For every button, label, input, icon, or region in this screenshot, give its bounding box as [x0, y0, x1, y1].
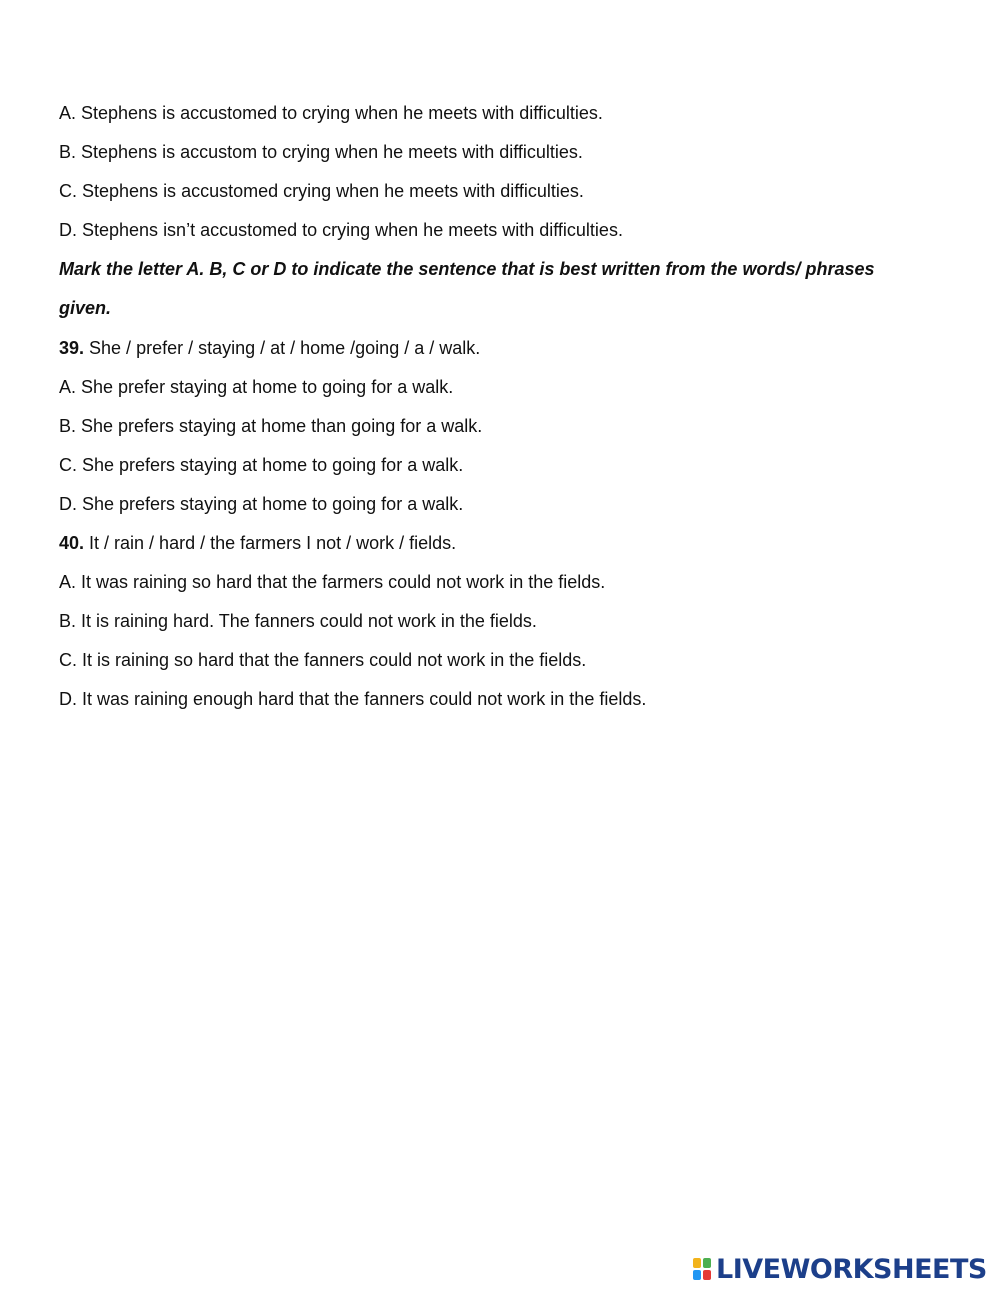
question-39-option-a: A. She prefer staying at home to going for a walk.	[59, 376, 454, 397]
option-c-prev: C. Stephens is accustomed crying when he meets with difficulties.	[59, 181, 584, 202]
liveworksheets-logo	[692, 1255, 987, 1283]
question-39-option-d: D. She prefers staying at home to going for a walk.	[59, 493, 464, 514]
question-39-prompt: She / prefer / staying / at / home /going / a / walk.	[84, 337, 481, 358]
logo-mark-icon	[692, 1257, 712, 1281]
question-40-number: 40.	[59, 533, 85, 554]
question-40-option-d: D. It was raining enough hard that the fanners could not work in the fields.	[59, 689, 647, 710]
question-40-option-c: C. It is raining so hard that the fanners could not work in the fields.	[59, 650, 587, 671]
option-a-prev: A. Stephens is accustomed to crying when he meets with difficulties.	[59, 103, 603, 123]
option-d-prev: D. Stephens isn’t accustomed to crying when he meets with difficulties.	[59, 220, 623, 241]
question-39-number: 39.	[59, 337, 85, 358]
question-39-option-c: C. She prefers staying at home to going for a walk.	[59, 454, 464, 475]
question-39	[59, 329, 939, 368]
worksheet-page	[59, 94, 939, 720]
question-40-prompt: It / rain / hard / the farmers I not / work / fields.	[84, 533, 457, 554]
logo-text: LIVEWORKSHEETS	[716, 1253, 987, 1285]
option-b-prev: B. Stephens is accustom to crying when he meets with difficulties.	[59, 142, 583, 163]
question-40-option-a: A. It was raining so hard that the farmers could not work in the fields.	[59, 572, 606, 593]
question-39-option-b: B. She prefers staying at home than going for a walk.	[59, 415, 483, 436]
question-40	[59, 524, 939, 563]
instruction-text: Mark the letter A. B, C or D to indicate the sentence that is best written from the words/ phrases given.	[59, 259, 875, 319]
question-40-option-b: B. It is raining hard. The fanners could not work in the fields.	[59, 611, 537, 632]
